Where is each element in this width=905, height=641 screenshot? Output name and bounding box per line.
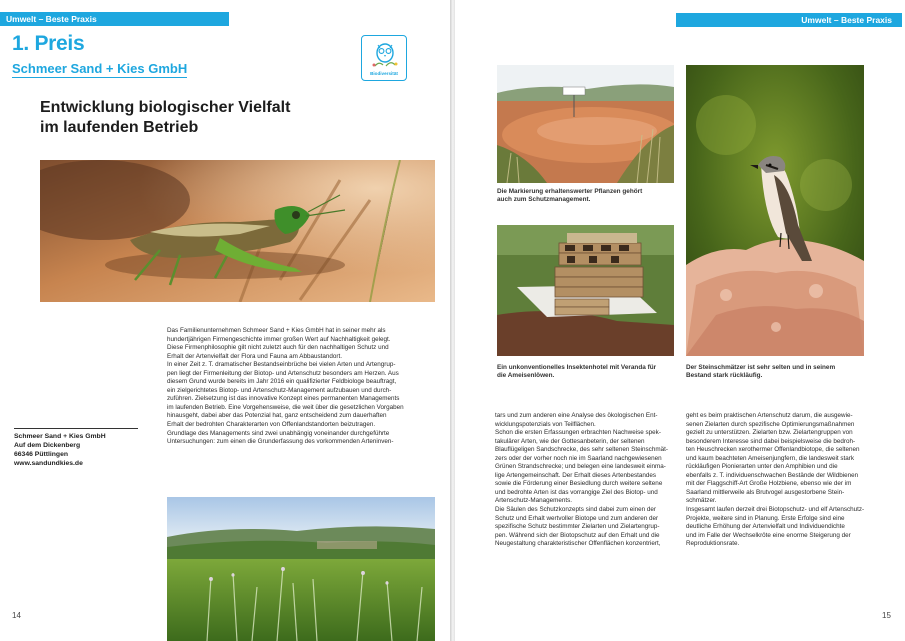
- text-line: geht es beim praktischen Artenschutz darum, die ausgewie-: [686, 412, 853, 419]
- text-line: und kaum beachteten Ameisenjungfern, die landesweit stark: [686, 454, 855, 462]
- right-page: [455, 0, 905, 641]
- text-line: pen. Während sich der Biotopschutz auf den Erhalt und die: [495, 531, 660, 539]
- text-line: Reproduktionsrate.: [686, 540, 740, 548]
- text-line: pen liegt der Firmenleitung der Biotop- und Artenschutz besonders am Herzen. Aus: [167, 369, 399, 377]
- text-line: Projekte, weitere sind in Planung. Erste Erfolge sind eine: [686, 514, 845, 522]
- biodiversity-logo: [361, 35, 407, 81]
- text-column-a: [495, 412, 680, 549]
- text-line: im laufenden Betrieb. Eine Vorgehensweise, die weit über die gesetzlichen Vorgaben: [167, 403, 404, 411]
- text-line: tars und zum anderen eine Analyse des ökologischen Ent-: [495, 412, 658, 419]
- logo-text: Biodiversität: [370, 71, 398, 76]
- text-line: Artenschutz-Managements.: [495, 497, 572, 505]
- text-line: Schutz und Erhalt wertvoller Biotope und zum anderen der: [495, 514, 659, 522]
- text-line: hinausgeht, dabei aber das Potenzial hat, ganz entscheidend zum dauerhaften: [167, 412, 387, 420]
- text-line: Die Säulen des Schutzkonzepts sind dabei zum einen der: [495, 506, 657, 514]
- intro-text: [167, 327, 435, 447]
- text-line: Grundlage des Managements sind zwei unabhängig voneinander durchgeführte: [167, 429, 390, 437]
- text-line: takulärer Arten, wie der Gottesanbeterin, der seltenen: [495, 437, 645, 445]
- page-number-left: 14: [12, 611, 21, 620]
- text-line: rückläufigen Pionierarten unter den Amphibien und die: [686, 463, 838, 471]
- page-number-right: 15: [882, 611, 891, 620]
- text-line: gezielt zu unterstützen. Zielarten bzw. Zielartengruppen von: [686, 429, 853, 437]
- section-label-bar: Umwelt – Beste Praxis: [0, 12, 229, 26]
- headline-line: im laufenden Betrieb: [40, 119, 199, 136]
- address-line: Auf dem Dickenberg: [14, 442, 81, 449]
- text-line: wicklungspotenzials von Teilflächen.: [495, 420, 596, 428]
- text-line: Neugestaltung charakteristischer Offenflächen konzentriert,: [495, 540, 661, 548]
- text-line: und bedrohte Arten ist das vorrangige Ziel des Biotop- und: [495, 488, 658, 496]
- text-line: Insgesamt laufen derzeit drei Biotopschutz- und elf Artenschutz-: [686, 506, 865, 514]
- text-line: diesem Grund wurde bereits im Jahr 2016 ein qualifizierter Feldbiologe beauftragt,: [167, 378, 397, 386]
- text-column-b: [686, 412, 869, 549]
- text-line: und im Falle der Wechselkröte eine enorme Steigerung der: [686, 531, 851, 539]
- section-label-bar: Umwelt – Beste Praxis: [676, 13, 902, 27]
- text-line: Grünen Strandschrecke; und belegen eine landesweit einma-: [495, 463, 666, 471]
- bird-caption: Der Steinschmätzer ist sehr selten und in seinem Bestand stark rückläufig.: [686, 364, 836, 380]
- text-line: deutliche Erhöhung der Artenvielfalt und Individuendichte: [686, 523, 845, 531]
- grasshopper-photo: [40, 160, 435, 302]
- address-line: 66346 Püttlingen: [14, 451, 69, 458]
- award-title: 1. Preis: [12, 32, 85, 55]
- text-line: In einer Zeit z. T. dramatischer Bestandseinbrüche bei vielen Arten und Artengrup-: [167, 361, 396, 369]
- text-line: Saarland mittlerweile als Brutvogel ausgestorbene Stein-: [686, 488, 845, 496]
- text-line: lige Artengemeinschaft. Der Erhalt dieses Artenbestandes: [495, 471, 657, 479]
- text-line: senen Zielarten durch spezifische Optimierungsmaßnahmen: [686, 420, 855, 428]
- text-line: mit der Flaggschiff-Art Große Holzbiene, ebenso wie der im: [686, 480, 852, 488]
- text-line: schmätzer.: [686, 497, 717, 505]
- text-line: ein zielgerichtetes Biotop- und Artenschutz-Management aufzubauen und durch-: [167, 386, 392, 394]
- text-line: ebenfalls z. T. individuenschwachen Bestände der Wildbienen: [686, 471, 859, 479]
- left-page: [0, 0, 451, 641]
- text-line: Untersuchungen: zum einen die Grunderfassung des vorkommenden Arteninven-: [167, 438, 394, 446]
- text-line: zuführen. Zielsetzung ist das innovative Konzept eines permanenten Managements: [167, 395, 400, 403]
- text-line: ten Heuschrecken xerothermer Offenlandbiotope, die seltenen: [686, 446, 860, 454]
- address-line: www.sandundkies.de: [14, 460, 83, 467]
- text-line: hundertjährigen Firmengeschichte immer großen Wert auf Nachhaltigkeit gelegt.: [167, 335, 391, 343]
- text-line: Das Familienunternehmen Schmeer Sand + Kies GmbH hat in seiner mehr als: [167, 327, 386, 334]
- text-line: besonderem Interesse sind dabei beispielsweise die bedroh-: [686, 437, 856, 445]
- insect-hotel-photo: [497, 225, 674, 356]
- text-line: Diese Firmenphilosophie gilt nicht zuletzt auch für den nachhaltigen Schutz und: [167, 344, 389, 352]
- insect-hotel-caption: Ein unkonventionelles Insektenhotel mit Veranda für die Ameisenlöwen.: [497, 364, 657, 380]
- address-line: Schmeer Sand + Kies GmbH: [14, 433, 106, 440]
- text-line: Erhalt der bedrohten Charakterarten von Offenlandstandorten beizutragen.: [167, 421, 376, 429]
- headline-line: Entwicklung biologischer Vielfalt: [40, 99, 291, 116]
- meadow-photo: [167, 497, 435, 641]
- text-line: Erhalt der Artenvielfalt der Flora und Fauna am Abbaustandort.: [167, 352, 343, 360]
- company-name: Schmeer Sand + Kies GmbH: [12, 61, 188, 76]
- text-line: spezifische Schutz bestimmter Zielarten und Zielartengrup-: [495, 523, 660, 531]
- text-line: zers oder der vorher noch nie im Saarland nachgewiesenen: [495, 454, 662, 462]
- article-headline: [40, 98, 420, 138]
- wheatear-bird-photo: [686, 65, 864, 356]
- text-line: sowie die Förderung einer Besiedlung durch weitere seltene: [495, 480, 663, 488]
- lake-marking-photo: [497, 65, 674, 183]
- company-address: [14, 428, 138, 468]
- text-line: Blauflügeligen Sandschrecke, des sehr seltenen Steinschmät-: [495, 446, 668, 454]
- text-line: Schon die ersten Erfassungen erbrachten Nachweise spek-: [495, 429, 661, 437]
- lake-caption: Die Markierung erhaltenswerter Pflanzen gehört auch zum Schutzmanagement.: [497, 188, 643, 204]
